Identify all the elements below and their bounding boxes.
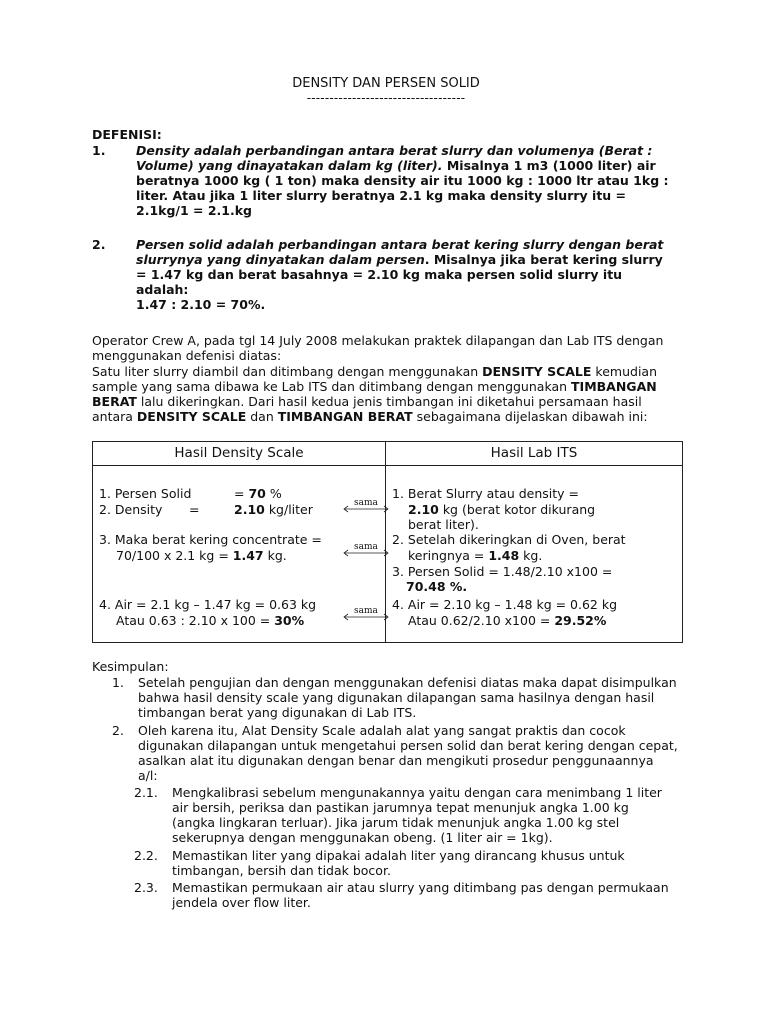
conclusion-line: bahwa hasil density scale yang digunakan dilapangan sama hasilnya dengan hasil [138, 690, 655, 705]
subitem-line: timbangan, bersih dan tidak bocor. [172, 863, 391, 878]
definition-line: 1.47 : 2.10 = 70%. [136, 297, 266, 312]
sama-arrow-2 [342, 541, 390, 559]
definition-line: slurrynya yang dinyatakan dalam persen. Misalnya jika berat kering slurry [136, 252, 663, 267]
subitem-line: air bersih, periksa dan pastikan jarumnya tepat menunjuk angka 1.00 kg [172, 800, 629, 815]
right-row-3b: 70.48 %. [406, 579, 468, 594]
left-row-1: 1. Persen Solid [99, 486, 192, 501]
subitem-2-1-number: 2.1. [134, 785, 158, 800]
subitem-2-2-number: 2.2. [134, 848, 158, 863]
conclusion-1-number: 1. [112, 675, 124, 690]
left-row-3b: 70/100 x 2.1 kg = 1.47 kg. [116, 548, 287, 563]
left-row-3: 3. Maka berat kering concentrate = [99, 532, 322, 547]
conclusion-line: Oleh karena itu, Alat Density Scale adalah alat yang sangat praktis dan cocok [138, 723, 626, 738]
left-row-2: 2. Density [99, 502, 163, 517]
definition-line: = 1.47 kg dan berat basahnya = 2.10 kg maka persen solid slurry itu [136, 267, 623, 282]
intro-line: menggunakan defenisi diatas: [92, 348, 282, 363]
right-row-1: 1. Berat Slurry atau density = [392, 486, 579, 501]
left-row-2-value: 2.10 kg/liter [234, 502, 313, 517]
definition-line: Persen solid adalah perbandingan antara berat kering slurry dengan berat [136, 237, 664, 252]
definition-line: liter. Atau jika 1 liter slurry beratnya 2.1 kg maka density slurry itu = [136, 188, 627, 203]
intro-paragraph-2 [92, 364, 680, 424]
subitem-line: sekerupnya dengan menggunakan obeng. (1 liter air = 1kg). [172, 830, 553, 845]
left-row-4b: Atau 0.63 : 2.10 x 100 = 30% [116, 613, 305, 628]
definition-line: adalah: [136, 282, 189, 297]
subitem-line: Memastikan liter yang dipakai adalah liter yang dirancang khusus untuk [172, 848, 625, 863]
left-row-2-eq: = [189, 502, 200, 517]
definition-line: 2.1kg/1 = 2.1.kg [136, 203, 252, 218]
definition-1 [136, 143, 677, 218]
arrow-label: sama [354, 498, 378, 508]
subitem-2-3 [172, 880, 678, 910]
conclusion-line: Setelah pengujian dan dengan menggunakan defenisi diatas maka dapat disimpulkan [138, 675, 677, 690]
right-row-2: 2. Setelah dikeringkan di Oven, berat [392, 532, 626, 547]
definition-line: Density adalah perbandingan antara berat slurry dan volumenya (Berat : [136, 143, 653, 158]
intro-line: sample yang sama dibawa ke Lab ITS dan ditimbang dengan menggunakan TIMBANGAN [92, 379, 657, 394]
conclusion-line: asalkan alat itu digunakan dengan benar dan mengikuti prosedur penggunaannya [138, 753, 654, 768]
right-row-2b: keringnya = 1.48 kg. [408, 548, 543, 563]
subitem-line: Memastikan permukaan air atau slurry yang ditimbang pas dengan permukaan [172, 880, 669, 895]
intro-line: BERAT lalu dikeringkan. Dari hasil kedua jenis timbangan ini diketahui persamaan hasil [92, 394, 642, 409]
arrow-label: sama [354, 542, 378, 552]
right-column-header: Hasil Lab ITS [386, 442, 683, 466]
definition-2-number: 2. [92, 237, 106, 252]
subitem-2-1 [172, 785, 678, 845]
left-column-header: Hasil Density Scale [93, 442, 386, 466]
definition-line: Volume) yang dinayatakan dalam kg (liter). Misalnya 1 m3 (1000 liter) air [136, 158, 656, 173]
conclusion-2-number: 2. [112, 723, 124, 738]
conclusion-line: timbangan berat yang digunakan di Lab ITS. [138, 705, 417, 720]
double-arrow-icon [342, 497, 390, 515]
arrow-label: sama [354, 606, 378, 616]
sama-arrow-1 [342, 497, 390, 515]
subitem-line: Mengkalibrasi sebelum mengunakannya yaitu dengan cara menimbang 1 liter [172, 785, 662, 800]
conclusion-1 [138, 675, 678, 720]
subitem-line: jendela over flow liter. [172, 895, 311, 910]
left-row-4: 4. Air = 2.1 kg – 1.47 kg = 0.63 kg [99, 597, 317, 612]
document-title: DENSITY DAN PERSEN SOLID [292, 76, 480, 91]
intro-line: antara DENSITY SCALE dan TIMBANGAN BERAT sebagaimana dijelaskan dibawah ini: [92, 409, 648, 424]
double-arrow-icon [342, 541, 390, 559]
right-row-3: 3. Persen Solid = 1.48/2.10 x100 = [392, 564, 613, 579]
conclusion-2 [138, 723, 678, 783]
definition-2 [136, 237, 677, 312]
definition-line: beratnya 1000 kg ( 1 ton) maka density air itu 1000 kg : 1000 ltr atau 1kg : [136, 173, 669, 188]
subitem-line: (angka lingkaran terluar). Jika jarum tidak menunjuk angka 1.00 kg stel [172, 815, 620, 830]
intro-paragraph-1 [92, 333, 680, 363]
right-row-1c: berat liter). [408, 517, 479, 532]
conclusion-line: a/l: [138, 768, 158, 783]
kesimpulan-label: Kesimpulan: [92, 659, 169, 674]
sama-arrow-3 [342, 605, 390, 623]
intro-line: Satu liter slurry diambil dan ditimbang dengan menggunakan DENSITY SCALE kemudian [92, 364, 657, 379]
title-underline: ----------------------------------- [306, 91, 466, 105]
left-row-1-value: = 70 % [234, 486, 282, 501]
definition-1-number: 1. [92, 143, 106, 158]
intro-line: Operator Crew A, pada tgl 14 July 2008 melakukan praktek dilapangan dan Lab ITS dengan [92, 333, 664, 348]
subitem-2-2 [172, 848, 678, 878]
subitem-2-3-number: 2.3. [134, 880, 158, 895]
conclusion-line: digunakan dilapangan untuk mengetahui persen solid dan berat kering dengan cepat, [138, 738, 678, 753]
defenisi-label: DEFENISI: [92, 127, 162, 142]
right-row-4: 4. Air = 2.10 kg – 1.48 kg = 0.62 kg [392, 597, 618, 612]
double-arrow-icon [342, 605, 390, 623]
lab-its-cell [386, 466, 683, 643]
right-row-4b: Atau 0.62/2.10 x100 = 29.52% [408, 613, 607, 628]
right-row-1b: 2.10 kg (berat kotor dikurang [408, 502, 596, 517]
